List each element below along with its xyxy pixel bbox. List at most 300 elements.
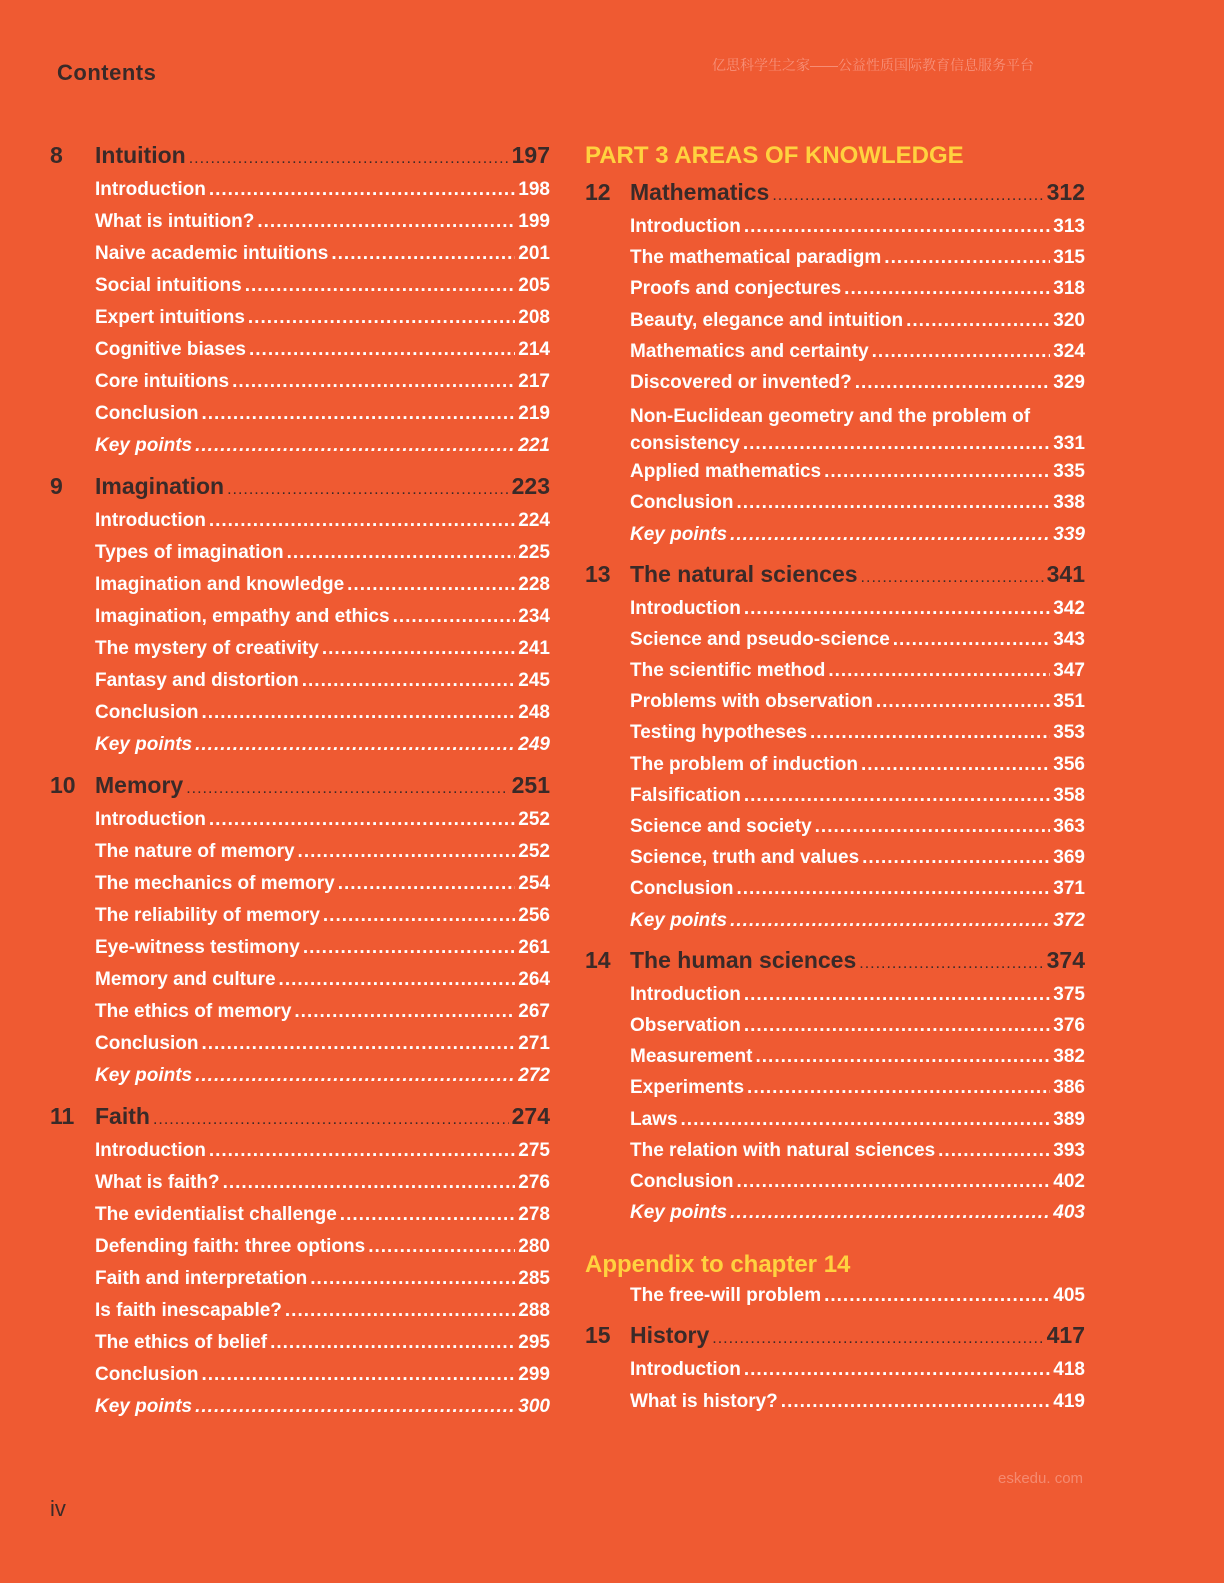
entry-label: Conclusion	[95, 1033, 199, 1054]
toc-entry[interactable]	[95, 574, 550, 606]
entry-label: Conclusion	[630, 1170, 734, 1192]
entry-page: 300	[518, 1396, 550, 1417]
entry-label: Discovered or invented?	[630, 371, 852, 393]
chapter-13	[585, 561, 1085, 941]
dot-leader	[744, 984, 1050, 1006]
entry-page: 249	[518, 734, 550, 755]
entry-label: Introduction	[630, 1359, 741, 1381]
toc-entry[interactable]	[630, 722, 1085, 753]
entry-page: 241	[518, 638, 550, 659]
toc-entry[interactable]	[630, 691, 1085, 722]
toc-entry[interactable]	[630, 1359, 1085, 1390]
dot-leader	[209, 179, 515, 201]
dot-leader	[227, 481, 509, 499]
toc-entry[interactable]	[95, 1033, 550, 1065]
dot-leader	[287, 542, 516, 564]
entry-label: Science, truth and values	[630, 847, 860, 869]
entry-page: 419	[1053, 1390, 1085, 1412]
entry-label: The reliability of memory	[95, 905, 320, 926]
part-heading: PART 3 AREAS OF KNOWLEDGE	[585, 142, 964, 169]
chapter-number: 10	[50, 772, 76, 798]
dot-leader	[730, 524, 1050, 546]
entry-page: 402	[1053, 1170, 1085, 1192]
chapter-9	[50, 473, 550, 766]
chapter-page: 251	[511, 772, 550, 798]
dot-leader	[209, 1140, 515, 1162]
dot-leader	[302, 670, 516, 692]
entry-label: Conclusion	[95, 702, 199, 723]
entry-list	[95, 809, 550, 1097]
toc-entry[interactable]	[630, 372, 1085, 403]
dot-leader	[744, 598, 1050, 620]
chapter-title: The human sciences	[630, 946, 857, 973]
toc-entry[interactable]	[95, 1364, 550, 1396]
entry-label: Introduction	[630, 597, 741, 619]
dot-leader	[859, 955, 1043, 973]
toc-entry[interactable]	[95, 1268, 550, 1300]
dot-leader	[201, 403, 515, 425]
chapter-number: 8	[50, 142, 63, 168]
toc-entry[interactable]	[630, 341, 1085, 372]
entry-page: 342	[1053, 597, 1085, 619]
key-points-entry[interactable]	[95, 435, 550, 467]
chapter-15	[585, 1322, 1085, 1421]
dot-leader	[195, 1396, 515, 1418]
entry-page: 245	[518, 670, 550, 691]
toc-entry[interactable]	[630, 1140, 1085, 1171]
toc-entry[interactable]	[630, 878, 1085, 909]
entry-page: 363	[1053, 816, 1085, 837]
chapter-title: Memory	[95, 772, 184, 798]
entry-page: 299	[518, 1364, 550, 1385]
toc-entry[interactable]	[630, 984, 1085, 1015]
toc-entry[interactable]	[95, 211, 550, 243]
chapter-heading[interactable]	[585, 179, 1085, 216]
toc-entry[interactable]	[630, 247, 1085, 278]
chapter-title: The natural sciences	[630, 560, 858, 587]
chapter-heading[interactable]	[50, 473, 550, 510]
dot-leader	[209, 809, 515, 831]
entry-list	[95, 179, 550, 467]
dot-leader	[201, 1033, 515, 1055]
entry-label: Imagination, empathy and ethics	[95, 606, 390, 627]
key-points-entry[interactable]	[95, 1065, 550, 1097]
entry-page: 315	[1053, 247, 1085, 269]
entry-page: 219	[518, 403, 550, 424]
toc-entry[interactable]	[95, 937, 550, 969]
entry-page: 318	[1053, 278, 1085, 300]
entry-page: 221	[518, 435, 550, 456]
entry-label: The mathematical paradigm	[630, 247, 882, 269]
chapter-number: 12	[585, 179, 611, 205]
toc-entry[interactable]	[95, 403, 550, 435]
left-column	[50, 142, 550, 1434]
entry-page: 313	[1053, 216, 1085, 237]
dot-leader	[855, 372, 1051, 394]
chapter-page: 312	[1046, 179, 1085, 205]
chapter-page: 374	[1046, 946, 1085, 973]
dot-leader	[828, 660, 1050, 682]
entry-page: 252	[518, 809, 550, 830]
dot-leader	[153, 1111, 509, 1129]
chapter-page: 274	[511, 1103, 550, 1129]
entry-label: Beauty, elegance and intuition	[630, 309, 904, 331]
chapter-heading[interactable]	[585, 1322, 1085, 1359]
entry-label: Key points	[630, 909, 728, 931]
toc-entry[interactable]	[630, 816, 1085, 847]
key-points-entry[interactable]	[630, 524, 1085, 555]
chapter-12	[585, 179, 1085, 555]
toc-entry[interactable]	[630, 1285, 1085, 1316]
entry-list	[630, 598, 1085, 941]
entry-page: 248	[518, 702, 550, 723]
entry-label: The ethics of memory	[95, 1001, 292, 1022]
entry-label: Fantasy and distortion	[95, 670, 299, 691]
dot-leader	[861, 754, 1050, 776]
chapter-number: 14	[585, 946, 611, 973]
entry-label: The evidentialist challenge	[95, 1204, 337, 1225]
dot-leader	[331, 243, 515, 265]
entry-list	[95, 1140, 550, 1428]
chapter-page: 223	[511, 473, 550, 499]
entry-page: 393	[1053, 1139, 1085, 1161]
chapter-14	[585, 947, 1085, 1234]
toc-entry[interactable]	[95, 702, 550, 734]
dot-leader	[736, 492, 1050, 514]
toc-entry[interactable]	[630, 660, 1085, 691]
entry-page: 267	[518, 1001, 550, 1022]
entry-label: Key points	[95, 1065, 193, 1086]
toc-entry[interactable]	[630, 1015, 1085, 1046]
toc-entry[interactable]	[95, 638, 550, 670]
toc-entry[interactable]	[95, 809, 550, 841]
toc-entry[interactable]	[95, 1172, 550, 1204]
entry-label: The mystery of creativity	[95, 638, 319, 659]
dot-leader	[322, 638, 515, 660]
toc-entry[interactable]	[95, 275, 550, 307]
dot-leader	[730, 1202, 1050, 1224]
dot-leader	[195, 1065, 515, 1087]
toc-entry[interactable]	[95, 179, 550, 211]
dot-leader	[876, 691, 1050, 713]
dot-leader	[906, 310, 1050, 332]
toc-entry[interactable]	[630, 1077, 1085, 1108]
entry-page: 208	[518, 307, 550, 328]
entry-list	[630, 216, 1085, 403]
dot-leader	[223, 1172, 516, 1194]
dot-leader	[249, 339, 515, 361]
entry-page: 403	[1053, 1202, 1085, 1224]
entry-label: Key points	[95, 734, 193, 755]
entry-label: Social intuitions	[95, 275, 242, 296]
dot-leader	[781, 1391, 1051, 1413]
entry-label: The problem of induction	[630, 753, 858, 775]
toc-entry[interactable]	[95, 1140, 550, 1172]
entry-page: 369	[1053, 847, 1085, 869]
dot-leader	[861, 569, 1044, 587]
entry-page: 261	[518, 937, 550, 958]
toc-entry-wrapped[interactable]	[630, 403, 1085, 461]
chapter-heading[interactable]	[50, 142, 550, 179]
dot-leader	[368, 1236, 515, 1258]
dot-leader	[681, 1109, 1051, 1131]
entry-label: Applied mathematics	[630, 461, 822, 483]
dot-leader	[323, 905, 515, 927]
entry-page: 288	[518, 1300, 550, 1321]
entry-label: Types of imagination	[95, 542, 284, 563]
entry-label: Key points	[630, 1202, 728, 1224]
dot-leader	[736, 878, 1050, 900]
dot-leader	[824, 1285, 1050, 1307]
toc-entry[interactable]	[630, 629, 1085, 660]
entry-page: 214	[518, 339, 550, 360]
entry-page: 278	[518, 1204, 550, 1225]
toc-entry[interactable]	[95, 841, 550, 873]
entry-label: Conclusion	[95, 1364, 199, 1385]
chapter-number: 15	[585, 1322, 611, 1349]
dot-leader	[744, 216, 1050, 238]
right-column	[585, 142, 1085, 1428]
chapter-heading[interactable]	[585, 947, 1085, 984]
toc-entry[interactable]	[95, 1204, 550, 1236]
chapter-number: 13	[585, 560, 611, 587]
entry-label: What is history?	[630, 1390, 778, 1412]
entry-page: 405	[1053, 1285, 1085, 1307]
chapter-10	[50, 772, 550, 1097]
entry-label-line2: consistency	[630, 433, 740, 455]
watermark-top: 亿思科学生之家——公益性质国际教育信息服务平台	[712, 57, 1034, 73]
entry-page: 343	[1053, 628, 1085, 650]
entry-label: Observation	[630, 1014, 741, 1036]
entry-page: 199	[518, 211, 550, 232]
entry-page: 347	[1053, 660, 1085, 682]
dot-leader	[245, 275, 516, 297]
chapter-title: Mathematics	[630, 179, 770, 205]
dot-leader	[201, 702, 515, 724]
entry-label: Defending faith: three options	[95, 1236, 366, 1257]
toc-entry[interactable]	[630, 598, 1085, 629]
dot-leader	[862, 847, 1050, 869]
entry-page: 329	[1053, 371, 1085, 393]
dot-leader	[298, 841, 516, 863]
dot-leader	[347, 574, 515, 596]
entry-page: 353	[1053, 722, 1085, 744]
entry-label-line1: Non-Euclidean geometry and the problem of	[630, 406, 1031, 428]
entry-page: 276	[518, 1172, 550, 1193]
dot-leader	[844, 278, 1050, 300]
entry-label: Science and society	[630, 816, 812, 837]
chapter-page: 341	[1046, 560, 1085, 587]
toc-entry[interactable]	[95, 1332, 550, 1364]
entry-list	[95, 510, 550, 766]
chapter-title: Faith	[95, 1103, 150, 1129]
toc-entry[interactable]	[95, 371, 550, 403]
entry-list	[630, 461, 1085, 555]
entry-label: Imagination and knowledge	[95, 574, 345, 595]
chapter-heading[interactable]	[50, 772, 550, 809]
toc-entry[interactable]	[630, 1046, 1085, 1077]
dot-leader	[393, 606, 516, 628]
dot-leader	[303, 937, 515, 959]
entry-label: Conclusion	[630, 878, 734, 900]
entry-page: 335	[1053, 461, 1085, 483]
dot-leader	[310, 1268, 515, 1290]
dot-leader	[195, 435, 515, 457]
entry-page: 389	[1053, 1108, 1085, 1130]
entry-label: Eye-witness testimony	[95, 937, 300, 958]
entry-label: Mathematics and certainty	[630, 340, 869, 362]
toc-entry[interactable]	[630, 278, 1085, 309]
entry-page: 198	[518, 179, 550, 200]
dot-leader	[248, 307, 515, 329]
watermark-bottom: eskedu. com	[998, 1470, 1084, 1487]
page-title: Contents	[57, 60, 157, 85]
dot-leader	[815, 816, 1051, 838]
dot-leader	[744, 1359, 1050, 1381]
entry-page: 275	[518, 1140, 550, 1161]
page-number: iv	[50, 1496, 66, 1521]
entry-page: 376	[1053, 1014, 1085, 1036]
dot-leader	[209, 510, 515, 532]
entry-page: 386	[1053, 1077, 1085, 1099]
dot-leader	[730, 910, 1050, 932]
entry-page: 324	[1053, 340, 1085, 362]
entry-label: Experiments	[630, 1077, 745, 1099]
toc-entry[interactable]	[95, 1300, 550, 1332]
chapter-page: 417	[1046, 1322, 1085, 1349]
entry-label: Core intuitions	[95, 371, 230, 392]
entry-label: Proofs and conjectures	[630, 278, 842, 300]
entry-label: What is intuition?	[95, 211, 255, 232]
toc-entry[interactable]	[95, 969, 550, 1001]
dot-leader	[938, 1140, 1050, 1162]
chapter-number: 9	[50, 473, 63, 499]
dot-leader	[824, 461, 1050, 483]
entry-page: 234	[518, 606, 550, 627]
dot-leader	[294, 1001, 515, 1023]
toc-entry[interactable]	[95, 1001, 550, 1033]
entry-page: 295	[518, 1332, 550, 1353]
chapter-11	[50, 1103, 550, 1428]
entry-page: 356	[1053, 753, 1085, 775]
entry-label: Key points	[630, 523, 728, 545]
entry-label: Introduction	[95, 1140, 206, 1161]
entry-label: Introduction	[95, 179, 206, 200]
toc-entry[interactable]	[630, 461, 1085, 492]
entry-page: 264	[518, 969, 550, 990]
dot-leader	[736, 1171, 1050, 1193]
dot-leader	[186, 780, 508, 798]
key-points-entry[interactable]	[630, 910, 1085, 941]
dot-leader	[744, 785, 1050, 807]
dot-leader	[189, 150, 509, 168]
entry-page: 331	[1053, 433, 1085, 455]
entry-page: 225	[518, 542, 550, 563]
entry-label: The free-will problem	[630, 1285, 822, 1307]
entry-label: Cognitive biases	[95, 339, 246, 360]
entry-page: 358	[1053, 784, 1085, 806]
toc-entry[interactable]	[630, 1109, 1085, 1140]
dot-leader	[201, 1364, 515, 1386]
toc-entry[interactable]	[95, 873, 550, 905]
key-points-entry[interactable]	[630, 1202, 1085, 1233]
dot-leader	[756, 1046, 1051, 1068]
toc-entry[interactable]	[630, 1391, 1085, 1422]
entry-label: Naive academic intuitions	[95, 243, 329, 264]
toc-entry[interactable]	[95, 670, 550, 702]
entry-label: Testing hypotheses	[630, 722, 808, 744]
entry-page: 351	[1053, 691, 1085, 713]
chapter-heading[interactable]	[50, 1103, 550, 1140]
toc-entry[interactable]	[630, 216, 1085, 247]
chapter-title: Imagination	[95, 473, 225, 499]
entry-label: Problems with observation	[630, 691, 873, 713]
appendix-entries	[630, 1285, 1085, 1316]
toc-entry[interactable]	[95, 307, 550, 339]
entry-page: 272	[518, 1065, 550, 1086]
entry-label: Introduction	[630, 216, 741, 237]
dot-leader	[743, 430, 1050, 457]
entry-label: Is faith inescapable?	[95, 1300, 282, 1321]
dot-leader	[747, 1077, 1050, 1099]
entry-page: 372	[1053, 909, 1085, 931]
entry-page: 375	[1053, 983, 1085, 1005]
toc-entry[interactable]	[630, 754, 1085, 785]
toc-entry[interactable]	[95, 606, 550, 638]
entry-label: The scientific method	[630, 660, 826, 682]
entry-page: 228	[518, 574, 550, 595]
key-points-entry[interactable]	[95, 1396, 550, 1428]
entry-page: 271	[518, 1033, 550, 1054]
dot-leader	[232, 371, 515, 393]
toc-entry[interactable]	[630, 310, 1085, 341]
toc-entry[interactable]	[95, 542, 550, 574]
appendix-heading: Appendix to chapter 14	[585, 1251, 851, 1279]
entry-label: Conclusion	[95, 403, 199, 424]
toc-entry[interactable]	[95, 510, 550, 542]
entry-page: 382	[1053, 1046, 1085, 1068]
entry-list	[630, 984, 1085, 1234]
entry-page: 338	[1053, 492, 1085, 514]
entry-label: The relation with natural sciences	[630, 1139, 936, 1161]
entry-label: Measurement	[630, 1046, 753, 1068]
dot-leader	[270, 1332, 515, 1354]
key-points-entry[interactable]	[95, 734, 550, 766]
toc-entry[interactable]	[95, 243, 550, 275]
entry-label: The ethics of belief	[95, 1332, 268, 1353]
chapter-page: 197	[511, 142, 550, 168]
dot-leader	[810, 722, 1050, 744]
toc-entry[interactable]	[95, 339, 550, 371]
dot-leader	[893, 629, 1051, 651]
entry-label: Science and pseudo-science	[630, 628, 890, 650]
dot-leader	[744, 1015, 1050, 1037]
entry-label: Introduction	[630, 983, 741, 1005]
entry-page: 217	[518, 371, 550, 392]
entry-label: Key points	[95, 1396, 193, 1417]
toc-entry[interactable]	[95, 1236, 550, 1268]
toc-entry[interactable]	[630, 1171, 1085, 1202]
chapter-title: Intuition	[95, 142, 186, 168]
chapter-heading[interactable]	[585, 561, 1085, 598]
entry-page: 256	[518, 905, 550, 926]
toc-entry[interactable]	[630, 847, 1085, 878]
toc-entry[interactable]	[95, 905, 550, 937]
toc-entry[interactable]	[630, 785, 1085, 816]
entry-label: What is faith?	[95, 1172, 220, 1193]
toc-entry[interactable]	[630, 492, 1085, 523]
dot-leader	[884, 247, 1050, 269]
